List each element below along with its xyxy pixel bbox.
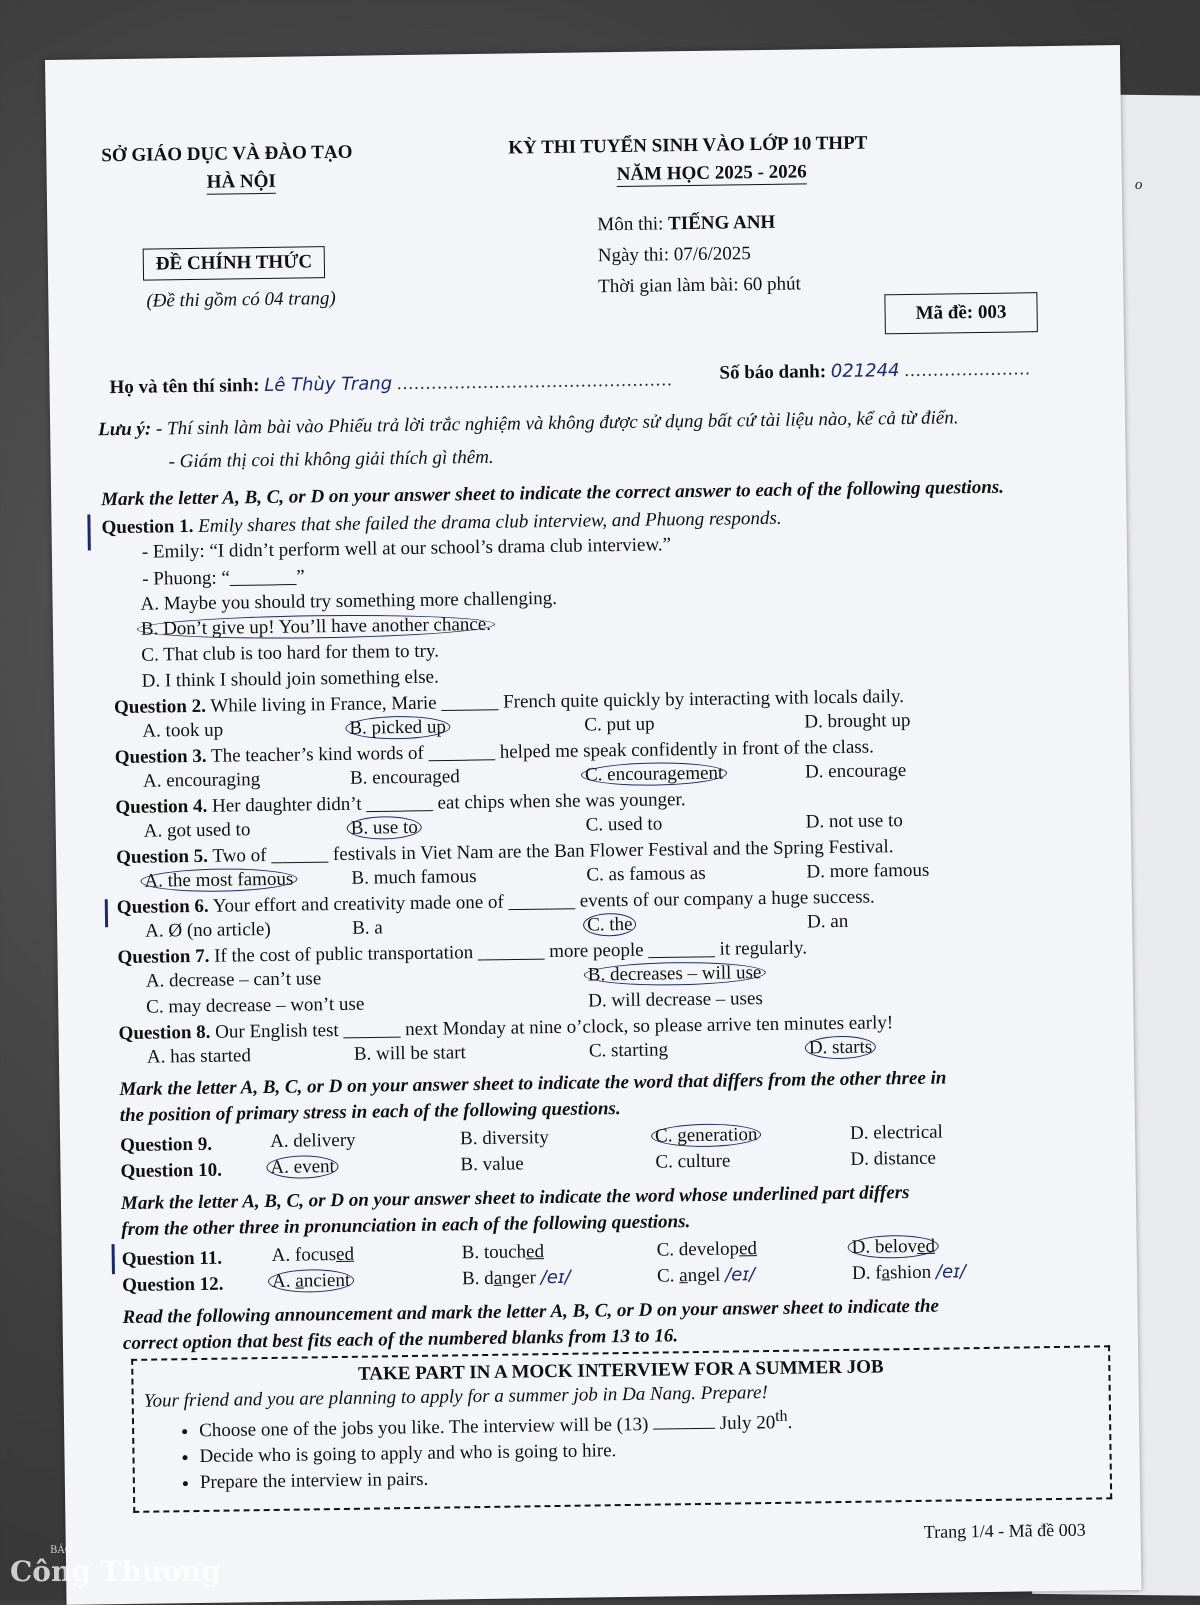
q11-option-c bbox=[657, 1238, 758, 1261]
watermark-logo bbox=[10, 1545, 221, 1588]
q11-a-pre: A. focus bbox=[271, 1244, 337, 1266]
announcement-bullet-2: • Decide who is going to apply and who is going to hire. bbox=[199, 1434, 1109, 1469]
q9-option-a: A. delivery bbox=[269, 1129, 356, 1152]
candidate-id-value: 021244 bbox=[830, 360, 900, 383]
q3-text: The teacher’s kind words of _______ helped me speak confidently in front of the class. bbox=[210, 736, 874, 767]
q2-option-b-text: B. picked up bbox=[345, 715, 450, 739]
page-footer: Trang 1/4 - Mã đề 003 bbox=[923, 1519, 1086, 1542]
q12-b-post: nger bbox=[502, 1267, 537, 1289]
q3-option-b: B. encouraged bbox=[349, 766, 460, 789]
bullet1-end: . bbox=[787, 1412, 793, 1434]
q8-option-d bbox=[809, 1036, 877, 1059]
background-page-text: o bbox=[1134, 176, 1143, 193]
subject-value: TIẾNG ANH bbox=[667, 211, 776, 235]
section2-instruction-l2: the position of primary stress in each of the following questions. bbox=[119, 1098, 621, 1127]
candidate-name-value: Lê Thùy Trang bbox=[264, 373, 393, 396]
q4-label: Question 4. bbox=[115, 795, 208, 819]
q6-option-b: B. a bbox=[352, 917, 383, 939]
q12-d-note: /eɪ/ bbox=[935, 1261, 966, 1283]
q1-option-d: D. I think I should join something else. bbox=[141, 666, 439, 692]
q6-option-d: D. an bbox=[806, 910, 849, 933]
q5-option-b: B. much famous bbox=[351, 866, 477, 889]
q2-option-c: C. put up bbox=[584, 713, 655, 736]
q12-b-underlined: a bbox=[493, 1267, 503, 1289]
exam-code: Mã đề: 003 bbox=[884, 292, 1037, 334]
q1-stem bbox=[101, 508, 781, 539]
watermark-main: Công Thương bbox=[10, 1555, 221, 1588]
q1-emily: - Emily: “I didn’t perform well at our school’s drama club interview.” bbox=[141, 534, 672, 563]
bullet1-sup: th bbox=[775, 1407, 788, 1425]
bullet1-post: July 20 bbox=[714, 1412, 776, 1435]
announcement-box bbox=[131, 1345, 1112, 1513]
q5-option-d: D. more famous bbox=[806, 859, 930, 883]
q3-option-d: D. encourage bbox=[804, 760, 907, 783]
margin-mark-2 bbox=[105, 899, 108, 927]
q9-label: Question 9. bbox=[120, 1133, 213, 1157]
q11-label: Question 11. bbox=[121, 1247, 223, 1271]
q2-label: Question 2. bbox=[113, 695, 207, 719]
q6-option-a: A. Ø (no article) bbox=[145, 918, 271, 942]
candidate-id-row bbox=[719, 358, 1031, 384]
q1-label: Question 1. bbox=[101, 515, 194, 539]
q10-option-a-text: A. event bbox=[266, 1155, 339, 1179]
q5-option-a-text: A. the most famous bbox=[140, 868, 297, 893]
q2-option-a: A. took up bbox=[142, 719, 224, 742]
exam-date: Ngày thi: 07/6/2025 bbox=[597, 243, 751, 267]
q12-option-b bbox=[462, 1267, 571, 1291]
notes-line1 bbox=[98, 407, 959, 441]
section2-instruction-l1: Mark the letter A, B, C, or D on your answer sheet to indicate the word that differs from the other three in bbox=[119, 1067, 947, 1101]
q11-option-d-circle bbox=[847, 1235, 939, 1259]
exam-page bbox=[45, 45, 1141, 1605]
q1-option-b-text: B. Don’t give up! You’ll have another chance. bbox=[137, 613, 495, 641]
q11-option-b bbox=[462, 1241, 545, 1264]
q12-option-d bbox=[852, 1261, 966, 1285]
q12-b-pre: B. d bbox=[461, 1267, 494, 1290]
q4-option-a: A. got used to bbox=[143, 819, 251, 842]
q11-d-underlined: ed bbox=[916, 1235, 936, 1257]
announcement-bullets bbox=[134, 1403, 1110, 1495]
q2-option-d: D. brought up bbox=[804, 709, 911, 733]
q1-option-a: A. Maybe you should try something more challenging. bbox=[140, 587, 558, 615]
q11-option-d bbox=[852, 1236, 940, 1259]
q7-option-b-text: B. decreases – will use bbox=[584, 961, 766, 987]
q1-text: Emily shares that she failed the drama club interview, and Phuong responds. bbox=[197, 507, 782, 537]
q5-option-c: C. as famous as bbox=[586, 862, 706, 886]
q1-phuong: - Phuong: “_______” bbox=[142, 566, 305, 590]
q2-text: While living in France, Marie ______ French quite quickly by interacting with locals daily. bbox=[210, 686, 905, 717]
q5-option-a bbox=[144, 869, 297, 893]
q11-b-pre: B. touch bbox=[461, 1241, 527, 1264]
margin-mark-1 bbox=[87, 514, 91, 550]
q11-c-underlined: ed bbox=[738, 1238, 758, 1260]
q4-option-b bbox=[351, 817, 422, 840]
q12-b-note: /eɪ/ bbox=[540, 1266, 571, 1289]
subject-line bbox=[597, 212, 775, 236]
q3-label: Question 3. bbox=[114, 745, 207, 769]
q12-c-underlined: a bbox=[679, 1265, 688, 1287]
q8-option-d-text: D. starts bbox=[805, 1035, 877, 1059]
q5-label: Question 5. bbox=[115, 845, 209, 869]
name-dots: ................................................ bbox=[396, 369, 673, 395]
q12-a-post: ncient bbox=[303, 1269, 351, 1292]
q10-option-d: D. distance bbox=[850, 1147, 937, 1170]
watermark-small: BÁO bbox=[50, 1545, 73, 1556]
q10-option-b: B. value bbox=[460, 1153, 524, 1176]
bullet1-pre: Choose one of the jobs you like. The interview will be (13) bbox=[199, 1413, 654, 1442]
margin-mark-3 bbox=[112, 1244, 115, 1274]
pages-note: (Đề thi gồm có 04 trang) bbox=[146, 287, 336, 312]
section4-instruction-l2: correct option that best fits each of the numbered blanks from 13 to 16. bbox=[122, 1325, 679, 1355]
exam-title1: KỲ THI TUYỂN SINH VÀO LỚP 10 THPT bbox=[508, 132, 868, 159]
q12-d-post: shion bbox=[889, 1261, 932, 1284]
q7-label: Question 7. bbox=[117, 945, 210, 969]
q11-option-a bbox=[272, 1244, 355, 1267]
q4-option-d: D. not use to bbox=[805, 810, 903, 833]
candidate-name-label: Họ và tên thí sinh: bbox=[109, 375, 260, 399]
announcement-title: TAKE PART IN A MOCK INTERVIEW FOR A SUMMER JOB bbox=[357, 1356, 884, 1385]
notes-label: Lưu ý: bbox=[98, 418, 152, 441]
q12-c-post: ngel bbox=[687, 1264, 721, 1287]
q3-option-c-text: C. encouragement bbox=[581, 762, 728, 787]
q9-option-b: B. diversity bbox=[459, 1127, 549, 1150]
q10-option-c: C. culture bbox=[655, 1150, 731, 1173]
q12-label: Question 12. bbox=[121, 1273, 224, 1297]
q1-option-b bbox=[141, 614, 495, 641]
announcement-bullet-3: • Prepare the interview in pairs. bbox=[200, 1460, 1110, 1495]
q12-option-a bbox=[272, 1270, 354, 1293]
q9-option-c-text: C. generation bbox=[651, 1123, 762, 1148]
id-dots: ...................... bbox=[904, 358, 1031, 382]
q9-option-d: D. electrical bbox=[849, 1121, 944, 1144]
q4-option-b-text: B. use to bbox=[347, 816, 422, 840]
q1-option-c: C. That club is too hard for them to try. bbox=[141, 640, 440, 666]
q6-option-c-text: C. the bbox=[583, 913, 637, 937]
q3-option-c bbox=[585, 763, 728, 787]
q9-option-c bbox=[655, 1124, 762, 1147]
q11-c-pre: C. develop bbox=[656, 1238, 740, 1261]
q8-option-c: C. starting bbox=[588, 1039, 669, 1062]
exam-duration: Thời gian làm bài: 60 phút bbox=[598, 273, 802, 298]
blank-13 bbox=[653, 1428, 715, 1430]
q7-option-b bbox=[588, 962, 766, 986]
q7-option-c: C. may decrease – won’t use bbox=[146, 993, 365, 1018]
q8-text: Our English test ______ next Monday at nine o’clock, so please arrive ten minutes early! bbox=[215, 1012, 894, 1043]
candidate-name-row bbox=[109, 369, 673, 399]
candidate-id-label: Số báo danh: bbox=[719, 361, 827, 384]
q12-option-a-circle bbox=[268, 1269, 354, 1293]
section1-instruction: Mark the letter A, B, C, or D on your answer sheet to indicate the correct answer to each of the following questions. bbox=[100, 476, 1005, 511]
section3-instruction-l2: from the other three in pronunciation in each of the following questions. bbox=[121, 1211, 691, 1241]
q11-a-underlined: ed bbox=[335, 1243, 355, 1266]
q2-option-b bbox=[349, 716, 450, 739]
q12-c-pre: C. bbox=[656, 1265, 680, 1287]
q7-text: If the cost of public transportation _______ more people _______ it regularly. bbox=[213, 937, 808, 967]
q10-option-a bbox=[270, 1156, 339, 1179]
q3-option-a: A. encouraging bbox=[142, 769, 261, 792]
q3-stem bbox=[115, 736, 874, 769]
section4-instruction-l1: Read the following announcement and mark the letter A, B, C, or D on your answer sheet to indicate the bbox=[122, 1295, 940, 1329]
notes-line2: - Giám thị coi thi không giải thích gì thêm. bbox=[168, 446, 494, 473]
q5-text: Two of ______ festivals in Viet Nam are the Ban Flower Festival and the Spring Festival. bbox=[212, 836, 894, 867]
q8-option-b: B. will be start bbox=[353, 1042, 466, 1065]
q12-d-underlined: a bbox=[881, 1262, 891, 1284]
q12-a-underlined: a bbox=[295, 1270, 304, 1292]
q6-label: Question 6. bbox=[116, 895, 209, 919]
dept-line2: HÀ NỘI bbox=[206, 170, 277, 193]
q8-option-a: A. has started bbox=[146, 1045, 252, 1068]
q11-d-pre: D. belov bbox=[851, 1235, 918, 1258]
q4-option-c: C. used to bbox=[585, 813, 663, 836]
q7-option-a: A. decrease – can’t use bbox=[145, 968, 322, 992]
announcement-subtitle: Your friend and you are planning to apply for a summer job in Da Nang. Prepare! bbox=[143, 1382, 768, 1412]
q8-label: Question 8. bbox=[118, 1021, 211, 1045]
official-badge: ĐỀ CHÍNH THỨC bbox=[143, 246, 326, 281]
q11-b-underlined: ed bbox=[525, 1241, 545, 1263]
exam-title2: NĂM HỌC 2025 - 2026 bbox=[616, 161, 807, 186]
q10-label: Question 10. bbox=[120, 1159, 223, 1183]
q12-a-pre: A. bbox=[271, 1270, 296, 1292]
subject-label: Môn thi: bbox=[597, 213, 664, 236]
q12-option-c bbox=[657, 1264, 755, 1287]
q12-c-note: /eɪ/ bbox=[724, 1264, 756, 1286]
q6-option-c bbox=[587, 914, 637, 937]
notes-text1: - Thí sinh làm bài vào Phiếu trả lời trắc nghiệm và không được sử dụng bất cứ tài liệu nào, kể cả từ điển. bbox=[155, 407, 959, 440]
q7-option-d: D. will decrease – uses bbox=[588, 988, 763, 1012]
q4-text: Her daughter didn’t _______ eat chips when she was younger. bbox=[211, 789, 686, 817]
q6-text: Your effort and creativity made one of _______ events of our company a huge success. bbox=[212, 886, 875, 917]
section3-instruction-l1: Mark the letter A, B, C, or D on your answer sheet to indicate the word whose underlined part differs bbox=[120, 1182, 910, 1215]
dept-line1: SỞ GIÁO DỤC VÀ ĐÀO TẠO bbox=[101, 141, 353, 167]
q12-d-pre: D. f bbox=[851, 1262, 882, 1284]
